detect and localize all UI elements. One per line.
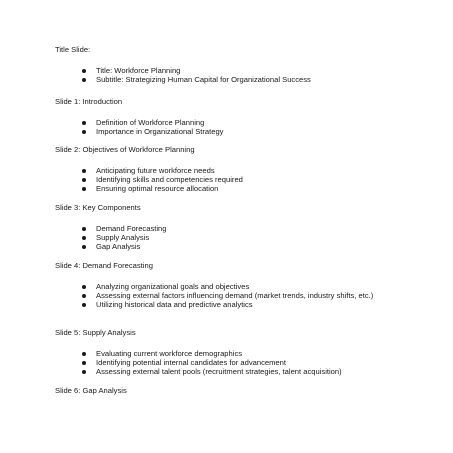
list-item-text: Analyzing organizational goals and objectives: [96, 282, 250, 291]
section-heading: Slide 5: Supply Analysis: [55, 328, 136, 337]
list-item-text: Subtitle: Strategizing Human Capital for Organizational Success: [96, 75, 311, 84]
bullet-list: [82, 166, 412, 193]
bullet-icon: [82, 227, 86, 231]
list-item-text: Identifying skills and competencies required: [96, 175, 243, 184]
bullet-icon: [82, 187, 86, 191]
section-heading: Slide 2: Objectives of Workforce Planning: [55, 145, 195, 154]
list-item-text: Utilizing historical data and predictive analytics: [96, 300, 253, 309]
bullet-icon: [82, 69, 86, 73]
bullet-icon: [82, 303, 86, 307]
list-item: [82, 224, 412, 233]
bullet-list: [82, 349, 412, 376]
bullet-icon: [82, 294, 86, 298]
list-item-text: Importance in Organizational Strategy: [96, 127, 224, 136]
list-item: [82, 300, 412, 309]
list-item-text: Definition of Workforce Planning: [96, 118, 205, 127]
section-heading: Title Slide:: [55, 45, 91, 54]
list-item: [82, 349, 412, 358]
section-slide-5: [55, 328, 415, 376]
list-item: [82, 118, 412, 127]
bullet-icon: [82, 178, 86, 182]
bullet-icon: [82, 361, 86, 365]
list-item: [82, 291, 412, 300]
list-item: [82, 358, 412, 367]
list-item: [82, 66, 412, 75]
bullet-icon: [82, 121, 86, 125]
list-item: [82, 242, 412, 251]
list-item-text: Evaluating current workforce demographics: [96, 349, 243, 358]
bullet-icon: [82, 78, 86, 82]
section-slide-6: [55, 386, 415, 395]
section-slide-1: [55, 97, 415, 136]
list-item: [82, 367, 412, 376]
list-item: [82, 75, 412, 84]
section-slide-3: [55, 203, 415, 251]
list-item-text: Anticipating future workforce needs: [96, 166, 215, 175]
bullet-icon: [82, 245, 86, 249]
bullet-icon: [82, 130, 86, 134]
bullet-icon: [82, 169, 86, 173]
list-item-text: Identifying potential internal candidates for advancement: [96, 358, 286, 367]
section-title-slide: [55, 45, 415, 84]
list-item-text: Gap Analysis: [96, 242, 141, 251]
list-item-text: Assessing external talent pools (recruitment strategies, talent acquisition): [96, 367, 342, 376]
bullet-icon: [82, 236, 86, 240]
bullet-icon: [82, 352, 86, 356]
bullet-list: [82, 118, 412, 136]
list-item-text: Title: Workforce Planning: [96, 66, 181, 75]
section-heading: Slide 4: Demand Forecasting: [55, 261, 153, 270]
list-item: [82, 233, 412, 242]
list-item: [82, 127, 412, 136]
bullet-icon: [82, 370, 86, 374]
bullet-list: [82, 224, 412, 251]
bullet-list: [82, 282, 412, 309]
list-item: [82, 184, 412, 193]
section-slide-4: [55, 261, 415, 309]
section-heading: Slide 1: Introduction: [55, 97, 123, 106]
list-item: [82, 282, 412, 291]
section-slide-2: [55, 145, 415, 193]
list-item-text: Demand Forecasting: [96, 224, 167, 233]
section-heading: Slide 3: Key Components: [55, 203, 141, 212]
list-item-text: Ensuring optimal resource allocation: [96, 184, 219, 193]
list-item-text: Assessing external factors influencing demand (market trends, industry shifts, etc.): [96, 291, 374, 300]
list-item-text: Supply Analysis: [96, 233, 150, 242]
section-heading: Slide 6: Gap Analysis: [55, 386, 127, 395]
list-item: [82, 175, 412, 184]
bullet-list: [82, 66, 412, 84]
bullet-icon: [82, 285, 86, 289]
list-item: [82, 166, 412, 175]
